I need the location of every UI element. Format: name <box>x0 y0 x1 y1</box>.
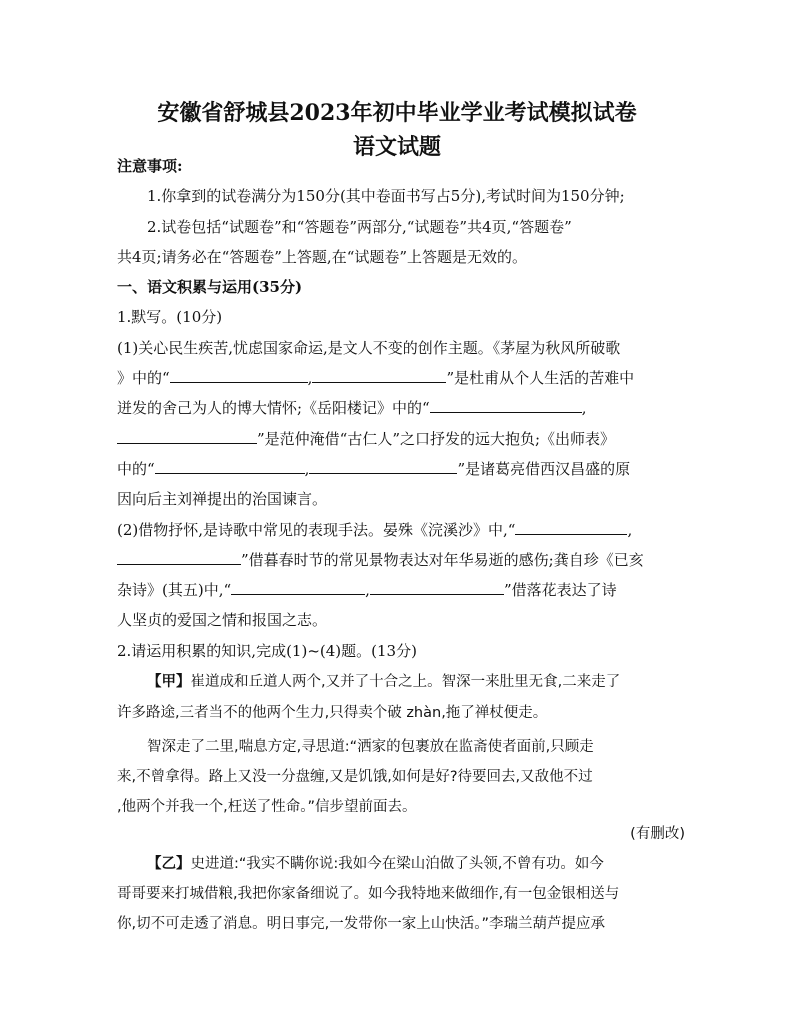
answer-blank[interactable] <box>312 368 446 383</box>
q1-2-line-b <box>117 550 687 570</box>
q1-2-line-a <box>117 520 687 540</box>
notice-item-2a: 2.试卷包括“试题卷”和“答题卷”两部分,“试题卷”共4页,“答题卷” <box>147 218 572 236</box>
q1-1-line-e <box>117 459 687 479</box>
notice-heading: 注意事项: <box>117 157 183 175</box>
text-segment: ”是范仲淹借“古仁人”之口抒发的远大抱负;《出师表》 <box>257 430 616 448</box>
text-segment: , <box>365 581 370 599</box>
q1-1-line-c <box>117 398 687 418</box>
passage-jia-line-2: 许多路途,三者当不的他两个生力,只得卖个破 zhàn,拖了禅杖便走。 <box>117 705 548 721</box>
section-1-heading: 一、语文积累与运用(35分) <box>117 278 303 296</box>
text-segment: 史进道:“我实不瞒你说:我如今在梁山泊做了头领,不曾有功。如今 <box>190 856 604 872</box>
passage-jia-line-4: 来,不曾拿得。路上又没一分盘缠,又是饥饿,如何是好?待要回去,又敌他不过 <box>117 769 593 785</box>
text-segment: 中的“ <box>117 460 155 478</box>
q1-1-line-a: (1)关心民生疾苦,忧虑国家命运,是文人不变的创作主题。《茅屋为秋风所破歌 <box>117 339 621 357</box>
text-segment: , <box>304 460 310 478</box>
passage-jia-note: (有删改) <box>630 826 685 842</box>
text-segment: , <box>581 399 587 417</box>
passage-jia-line-1 <box>147 672 717 692</box>
passage-yi-line-3: 你,切不可走透了消息。明日事完,一发带你一家上山快活。”李瑞兰葫芦提应承 <box>117 916 605 932</box>
passage-jia-line-5: ,他两个并我一个,枉送了性命。”信步望前面去。 <box>117 799 417 815</box>
passage-jia-line-3: 智深走了二里,喘息方定,寻思道:“洒家的包裹放在监斋使者面前,只顾走 <box>147 739 594 755</box>
question-2-heading: 2.请运用积累的知识,完成(1)~(4)题。(13分) <box>117 642 417 660</box>
notice-item-1: 1.你拿到的试卷满分为150分(其中卷面书写占5分),考试时间为150分钟; <box>147 187 625 205</box>
answer-blank[interactable] <box>370 580 504 595</box>
answer-blank[interactable] <box>170 368 308 383</box>
answer-blank[interactable] <box>117 429 257 444</box>
q1-1-line-d <box>117 429 687 449</box>
text-segment: ”是杜甫从个人生活的苦难中 <box>446 369 635 387</box>
question-1-heading: 1.默写。(10分) <box>117 308 223 326</box>
text-segment: ”借暮春时节的常见景物表达对年华易逝的感伤;龚自珍《已亥 <box>241 551 644 569</box>
text-segment: 》中的“ <box>117 369 170 387</box>
text-segment: (2)借物抒怀,是诗歌中常见的表现手法。晏殊《浣溪沙》中,“ <box>117 521 516 539</box>
q1-2-line-c <box>117 580 687 600</box>
passage-jia-label: 【甲】 <box>147 674 191 690</box>
text-segment: 迸发的舍己为人的博大情怀;《岳阳楼记》中的“ <box>117 399 430 417</box>
passage-yi-label: 【乙】 <box>147 856 191 872</box>
exam-subtitle: 语文试题 <box>352 134 441 160</box>
answer-blank[interactable] <box>231 580 365 595</box>
q1-2-line-d: 人坚贞的爱国之情和报国之志。 <box>117 611 328 629</box>
text-segment: 杂诗》(其五)中,“ <box>117 581 232 599</box>
text-segment: ”借落花表达了诗 <box>503 581 617 599</box>
text-segment: ”是诸葛亮借西汉昌盛的原 <box>457 460 631 478</box>
q1-1-line-b <box>117 368 687 388</box>
notice-item-2b: 共4页;请务必在“答题卷”上答题,在“试题卷”上答题是无效的。 <box>117 248 528 266</box>
answer-blank[interactable] <box>155 459 305 474</box>
answer-blank[interactable] <box>515 520 627 535</box>
exam-title: 安徽省舒城县2023年初中毕业学业考试模拟试卷 <box>157 100 637 126</box>
answer-blank[interactable] <box>430 398 582 413</box>
q1-1-line-f: 因向后主刘禅提出的治国谏言。 <box>117 490 328 508</box>
text-segment: , <box>307 369 313 387</box>
answer-blank[interactable] <box>117 550 241 565</box>
text-segment: 崔道成和丘道人两个,又并了十合之上。智深一来肚里无食,二来走了 <box>190 674 621 690</box>
text-segment: , <box>627 521 633 539</box>
passage-yi-line-2: 哥哥要来打城借粮,我把你家备细说了。如今我特地来做细作,有一包金银相送与 <box>117 886 620 902</box>
answer-blank[interactable] <box>309 459 457 474</box>
passage-yi-line-1 <box>147 854 717 874</box>
